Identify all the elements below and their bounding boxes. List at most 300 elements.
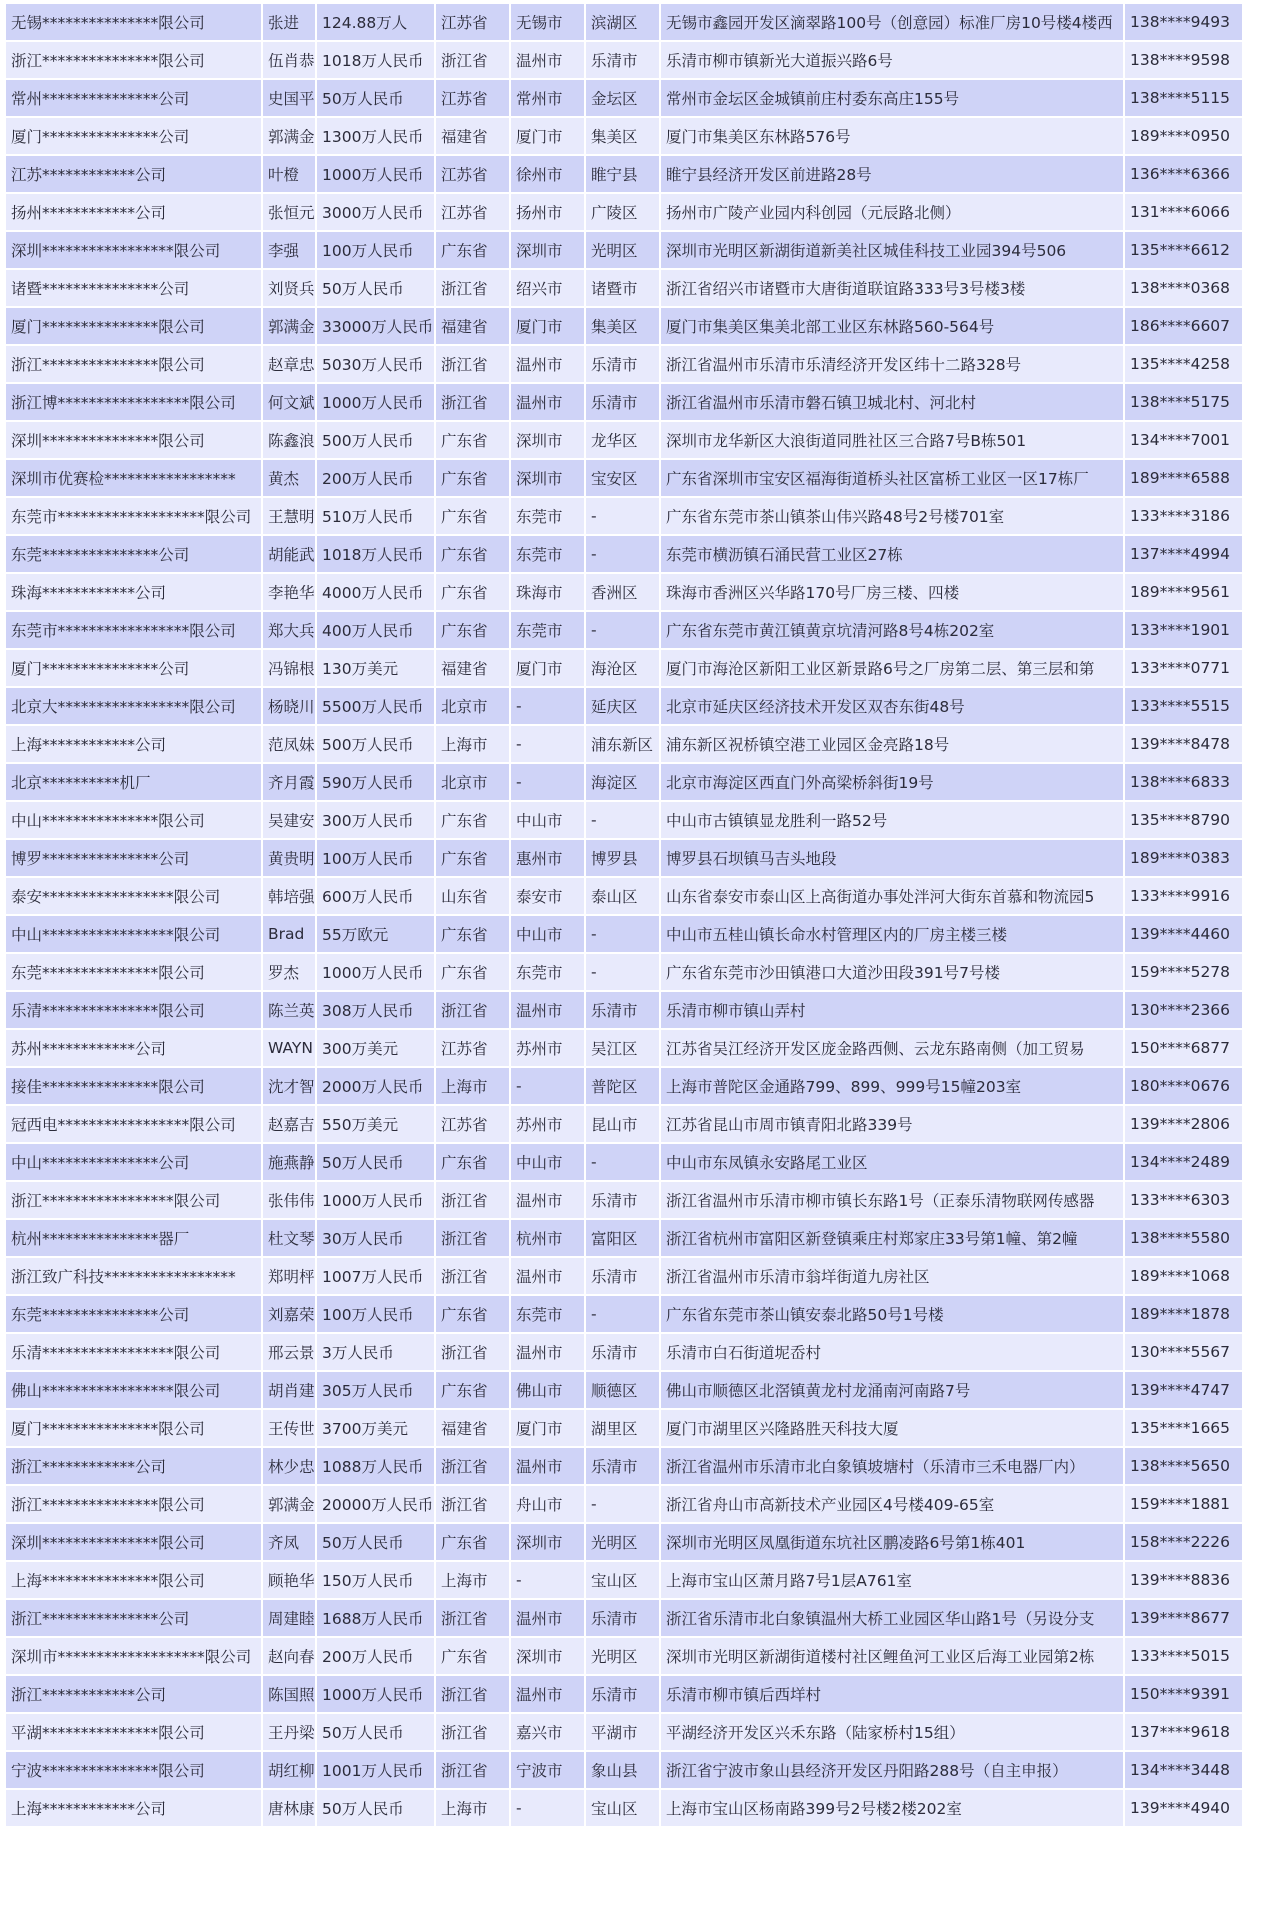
table-row [6, 536, 1242, 572]
address-cell: 乐清市柳市镇新光大道振兴路6号 [661, 42, 1123, 78]
company-name-cell: 上海***************限公司 [6, 1562, 261, 1598]
phone-cell: 138****9598 [1125, 42, 1242, 78]
legal-person-cell: 唐林康 [263, 1790, 315, 1826]
phone-cell: 134****2489 [1125, 1144, 1242, 1180]
district-cell: 光明区 [586, 1524, 659, 1560]
address-cell: 上海市宝山区萧月路7号1层A761室 [661, 1562, 1123, 1598]
registered-capital-cell: 4000万人民币 [317, 574, 434, 610]
company-name-cell: 浙江***************限公司 [6, 346, 261, 382]
district-cell: 浦东新区 [586, 726, 659, 762]
company-name-cell: 东莞***************限公司 [6, 954, 261, 990]
table-row [6, 992, 1242, 1028]
registered-capital-cell: 550万美元 [317, 1106, 434, 1142]
phone-cell: 135****1665 [1125, 1410, 1242, 1446]
province-cell: 山东省 [436, 878, 509, 914]
registered-capital-cell: 5500万人民币 [317, 688, 434, 724]
company-name-cell: 中山*****************限公司 [6, 916, 261, 952]
district-cell: 平湖市 [586, 1714, 659, 1750]
province-cell: 广东省 [436, 802, 509, 838]
address-cell: 浙江省杭州市富阳区新登镇乘庄村郑家庄33号第1幢、第2幢 [661, 1220, 1123, 1256]
city-cell: 温州市 [511, 384, 584, 420]
company-name-cell: 厦门***************公司 [6, 118, 261, 154]
phone-cell: 130****5567 [1125, 1334, 1242, 1370]
legal-person-cell: 周建睦 [263, 1600, 315, 1636]
district-cell: 乐清市 [586, 1448, 659, 1484]
province-cell: 浙江省 [436, 384, 509, 420]
registered-capital-cell: 1018万人民币 [317, 42, 434, 78]
company-name-cell: 东莞***************公司 [6, 536, 261, 572]
table-row [6, 1562, 1242, 1598]
table-row [6, 1638, 1242, 1674]
phone-cell: 137****9618 [1125, 1714, 1242, 1750]
company-name-cell: 宁波***************限公司 [6, 1752, 261, 1788]
province-cell: 浙江省 [436, 270, 509, 306]
registered-capital-cell: 600万人民币 [317, 878, 434, 914]
legal-person-cell: WAYN [263, 1030, 315, 1066]
table-row [6, 1790, 1242, 1826]
phone-cell: 138****6833 [1125, 764, 1242, 800]
province-cell: 福建省 [436, 650, 509, 686]
table-row [6, 1448, 1242, 1484]
registered-capital-cell: 5030万人民币 [317, 346, 434, 382]
city-cell: 温州市 [511, 1676, 584, 1712]
registered-capital-cell: 150万人民币 [317, 1562, 434, 1598]
registered-capital-cell: 200万人民币 [317, 1638, 434, 1674]
district-cell: 金坛区 [586, 80, 659, 116]
legal-person-cell: 赵章忠 [263, 346, 315, 382]
registered-capital-cell: 300万人民币 [317, 802, 434, 838]
legal-person-cell: 何文斌 [263, 384, 315, 420]
registered-capital-cell: 300万美元 [317, 1030, 434, 1066]
registered-capital-cell: 20000万人民币 [317, 1486, 434, 1522]
city-cell: 佛山市 [511, 1372, 584, 1408]
table-row [6, 764, 1242, 800]
phone-cell: 189****1068 [1125, 1258, 1242, 1294]
registered-capital-cell: 400万人民币 [317, 612, 434, 648]
district-cell: 象山县 [586, 1752, 659, 1788]
phone-cell: 158****2226 [1125, 1524, 1242, 1560]
district-cell: - [586, 1486, 659, 1522]
table-row [6, 726, 1242, 762]
city-cell: 厦门市 [511, 1410, 584, 1446]
address-cell: 乐清市白石街道坭岙村 [661, 1334, 1123, 1370]
city-cell: 温州市 [511, 1600, 584, 1636]
table-row [6, 1752, 1242, 1788]
legal-person-cell: 罗杰 [263, 954, 315, 990]
registered-capital-cell: 50万人民币 [317, 270, 434, 306]
company-name-cell: 东莞市*****************限公司 [6, 612, 261, 648]
province-cell: 上海市 [436, 1068, 509, 1104]
phone-cell: 189****0383 [1125, 840, 1242, 876]
table-row [6, 802, 1242, 838]
address-cell: 平湖经济开发区兴禾东路（陆家桥村15组） [661, 1714, 1123, 1750]
company-name-cell: 浙江*****************限公司 [6, 1182, 261, 1218]
city-cell: 深圳市 [511, 1638, 584, 1674]
phone-cell: 138****5175 [1125, 384, 1242, 420]
city-cell: 泰安市 [511, 878, 584, 914]
table-row [6, 1296, 1242, 1332]
address-cell: 常州市金坛区金城镇前庄村委东高庄155号 [661, 80, 1123, 116]
legal-person-cell: 史国平 [263, 80, 315, 116]
registered-capital-cell: 1688万人民币 [317, 1600, 434, 1636]
phone-cell: 139****4460 [1125, 916, 1242, 952]
district-cell: 延庆区 [586, 688, 659, 724]
province-cell: 北京市 [436, 688, 509, 724]
city-cell: 惠州市 [511, 840, 584, 876]
province-cell: 浙江省 [436, 1448, 509, 1484]
district-cell: 乐清市 [586, 1182, 659, 1218]
phone-cell: 138****5115 [1125, 80, 1242, 116]
city-cell: 温州市 [511, 1448, 584, 1484]
city-cell: 温州市 [511, 346, 584, 382]
company-name-cell: 浙江************公司 [6, 1448, 261, 1484]
province-cell: 广东省 [436, 422, 509, 458]
city-cell: 常州市 [511, 80, 584, 116]
table-row [6, 878, 1242, 914]
province-cell: 江苏省 [436, 4, 509, 40]
phone-cell: 131****6066 [1125, 194, 1242, 230]
address-cell: 厦门市集美区集美北部工业区东林路560-564号 [661, 308, 1123, 344]
legal-person-cell: 杨晓川 [263, 688, 315, 724]
province-cell: 广东省 [436, 232, 509, 268]
company-name-cell: 平湖***************限公司 [6, 1714, 261, 1750]
address-cell: 广东省东莞市茶山镇安泰北路50号1号楼 [661, 1296, 1123, 1332]
legal-person-cell: 李艳华 [263, 574, 315, 610]
company-name-cell: 深圳*****************限公司 [6, 232, 261, 268]
city-cell: 无锡市 [511, 4, 584, 40]
company-name-cell: 苏州************公司 [6, 1030, 261, 1066]
table-row [6, 194, 1242, 230]
phone-cell: 135****4258 [1125, 346, 1242, 382]
legal-person-cell: 王丹梁 [263, 1714, 315, 1750]
registered-capital-cell: 50万人民币 [317, 1790, 434, 1826]
district-cell: 宝山区 [586, 1562, 659, 1598]
table-row [6, 346, 1242, 382]
city-cell: 温州市 [511, 1182, 584, 1218]
city-cell: 厦门市 [511, 650, 584, 686]
legal-person-cell: 林少忠 [263, 1448, 315, 1484]
company-name-cell: 上海************公司 [6, 726, 261, 762]
company-name-cell: 接佳***************限公司 [6, 1068, 261, 1104]
phone-cell: 133****5015 [1125, 1638, 1242, 1674]
district-cell: 乐清市 [586, 1334, 659, 1370]
city-cell: 温州市 [511, 1334, 584, 1370]
province-cell: 广东省 [436, 574, 509, 610]
address-cell: 扬州市广陵产业园内科创园（元辰路北侧） [661, 194, 1123, 230]
city-cell: 东莞市 [511, 536, 584, 572]
city-cell: 温州市 [511, 42, 584, 78]
registered-capital-cell: 33000万人民币 [317, 308, 434, 344]
table-row [6, 4, 1242, 40]
legal-person-cell: 王慧明 [263, 498, 315, 534]
table-row [6, 916, 1242, 952]
address-cell: 厦门市集美区东林路576号 [661, 118, 1123, 154]
phone-cell: 189****0950 [1125, 118, 1242, 154]
table-row [6, 1372, 1242, 1408]
address-cell: 江苏省吴江经济开发区庞金路西侧、云龙东路南侧（加工贸易 [661, 1030, 1123, 1066]
address-cell: 浙江省乐清市北白象镇温州大桥工业园区华山路1号（另设分支 [661, 1600, 1123, 1636]
address-cell: 北京市海淀区西直门外高梁桥斜街19号 [661, 764, 1123, 800]
city-cell: 舟山市 [511, 1486, 584, 1522]
legal-person-cell: Brad [263, 916, 315, 952]
address-cell: 佛山市顺德区北滘镇黄龙村龙涌南河南路7号 [661, 1372, 1123, 1408]
legal-person-cell: 郭满金 [263, 308, 315, 344]
province-cell: 上海市 [436, 1790, 509, 1826]
company-name-cell: 佛山*****************限公司 [6, 1372, 261, 1408]
registered-capital-cell: 100万人民币 [317, 1296, 434, 1332]
province-cell: 浙江省 [436, 1676, 509, 1712]
registered-capital-cell: 305万人民币 [317, 1372, 434, 1408]
address-cell: 博罗县石坝镇马吉头地段 [661, 840, 1123, 876]
company-name-cell: 上海************公司 [6, 1790, 261, 1826]
registered-capital-cell: 50万人民币 [317, 80, 434, 116]
district-cell: 普陀区 [586, 1068, 659, 1104]
table-row [6, 1182, 1242, 1218]
phone-cell: 136****6366 [1125, 156, 1242, 192]
city-cell: 绍兴市 [511, 270, 584, 306]
address-cell: 珠海市香洲区兴华路170号厂房三楼、四楼 [661, 574, 1123, 610]
city-cell: - [511, 726, 584, 762]
district-cell: 乐清市 [586, 1600, 659, 1636]
address-cell: 东莞市横沥镇石涌民营工业区27栋 [661, 536, 1123, 572]
table-row [6, 1486, 1242, 1522]
city-cell: 厦门市 [511, 118, 584, 154]
district-cell: - [586, 536, 659, 572]
province-cell: 浙江省 [436, 992, 509, 1028]
district-cell: 龙华区 [586, 422, 659, 458]
phone-cell: 133****6303 [1125, 1182, 1242, 1218]
address-cell: 浙江省温州市乐清市磐石镇卫城北村、河北村 [661, 384, 1123, 420]
city-cell: 深圳市 [511, 1524, 584, 1560]
legal-person-cell: 郭满金 [263, 1486, 315, 1522]
legal-person-cell: 陈鑫浪 [263, 422, 315, 458]
legal-person-cell: 叶橙 [263, 156, 315, 192]
company-name-cell: 乐清***************限公司 [6, 992, 261, 1028]
legal-person-cell: 施燕静 [263, 1144, 315, 1180]
legal-person-cell: 齐月霞 [263, 764, 315, 800]
province-cell: 福建省 [436, 118, 509, 154]
phone-cell: 159****5278 [1125, 954, 1242, 990]
phone-cell: 133****0771 [1125, 650, 1242, 686]
city-cell: 苏州市 [511, 1030, 584, 1066]
legal-person-cell: 吴建安 [263, 802, 315, 838]
phone-cell: 133****1901 [1125, 612, 1242, 648]
legal-person-cell: 张进 [263, 4, 315, 40]
city-cell: 东莞市 [511, 612, 584, 648]
phone-cell: 189****1878 [1125, 1296, 1242, 1332]
table-row [6, 1334, 1242, 1370]
phone-cell: 138****5650 [1125, 1448, 1242, 1484]
phone-cell: 139****8677 [1125, 1600, 1242, 1636]
legal-person-cell: 张恒元 [263, 194, 315, 230]
registered-capital-cell: 590万人民币 [317, 764, 434, 800]
phone-cell: 139****8836 [1125, 1562, 1242, 1598]
legal-person-cell: 郑大兵 [263, 612, 315, 648]
table-row [6, 1524, 1242, 1560]
table-row [6, 1714, 1242, 1750]
registered-capital-cell: 3000万人民币 [317, 194, 434, 230]
table-body [6, 4, 1242, 1826]
address-cell: 浙江省温州市乐清市柳市镇长东路1号（正泰乐清物联网传感器 [661, 1182, 1123, 1218]
city-cell: - [511, 764, 584, 800]
legal-person-cell: 黄杰 [263, 460, 315, 496]
city-cell: 宁波市 [511, 1752, 584, 1788]
province-cell: 广东省 [436, 536, 509, 572]
address-cell: 无锡市鑫园开发区滴翠路100号（创意园）标准厂房10号楼4楼西 [661, 4, 1123, 40]
legal-person-cell: 赵向春 [263, 1638, 315, 1674]
district-cell: 光明区 [586, 1638, 659, 1674]
company-name-cell: 中山***************限公司 [6, 802, 261, 838]
company-name-cell: 冠西电*****************限公司 [6, 1106, 261, 1142]
company-name-cell: 深圳***************限公司 [6, 422, 261, 458]
province-cell: 浙江省 [436, 1334, 509, 1370]
city-cell: 中山市 [511, 802, 584, 838]
legal-person-cell: 刘贤兵 [263, 270, 315, 306]
province-cell: 浙江省 [436, 346, 509, 382]
province-cell: 福建省 [436, 308, 509, 344]
district-cell: 滨湖区 [586, 4, 659, 40]
table-row [6, 1106, 1242, 1142]
table-row [6, 1030, 1242, 1066]
city-cell: 深圳市 [511, 232, 584, 268]
province-cell: 浙江省 [436, 1258, 509, 1294]
city-cell: - [511, 1068, 584, 1104]
district-cell: 广陵区 [586, 194, 659, 230]
legal-person-cell: 范凤妹 [263, 726, 315, 762]
city-cell: - [511, 1790, 584, 1826]
registered-capital-cell: 1018万人民币 [317, 536, 434, 572]
company-name-cell: 浙江致广科技***************** [6, 1258, 261, 1294]
legal-person-cell: 郑明枰 [263, 1258, 315, 1294]
company-name-cell: 浙江***************公司 [6, 1600, 261, 1636]
district-cell: 香洲区 [586, 574, 659, 610]
phone-cell: 139****8478 [1125, 726, 1242, 762]
address-cell: 广东省东莞市茶山镇茶山伟兴路48号2号楼701室 [661, 498, 1123, 534]
district-cell: 乐清市 [586, 1258, 659, 1294]
province-cell: 北京市 [436, 764, 509, 800]
city-cell: 中山市 [511, 1144, 584, 1180]
address-cell: 广东省东莞市沙田镇港口大道沙田段391号7号楼 [661, 954, 1123, 990]
legal-person-cell: 刘嘉荣 [263, 1296, 315, 1332]
district-cell: - [586, 612, 659, 648]
company-name-cell: 常州***************公司 [6, 80, 261, 116]
registered-capital-cell: 3万人民币 [317, 1334, 434, 1370]
province-cell: 浙江省 [436, 42, 509, 78]
table-row [6, 498, 1242, 534]
phone-cell: 189****6588 [1125, 460, 1242, 496]
table-row [6, 460, 1242, 496]
company-name-cell: 浙江***************限公司 [6, 42, 261, 78]
city-cell: 深圳市 [511, 460, 584, 496]
phone-cell: 180****0676 [1125, 1068, 1242, 1104]
registered-capital-cell: 1001万人民币 [317, 1752, 434, 1788]
legal-person-cell: 张伟伟 [263, 1182, 315, 1218]
address-cell: 深圳市光明区凤凰街道东坑社区鹏凌路6号第1栋401 [661, 1524, 1123, 1560]
province-cell: 广东省 [436, 1296, 509, 1332]
city-cell: - [511, 688, 584, 724]
district-cell: - [586, 498, 659, 534]
legal-person-cell: 胡能武 [263, 536, 315, 572]
district-cell: 富阳区 [586, 1220, 659, 1256]
registered-capital-cell: 50万人民币 [317, 1714, 434, 1750]
phone-cell: 139****2806 [1125, 1106, 1242, 1142]
legal-person-cell: 陈兰英 [263, 992, 315, 1028]
legal-person-cell: 胡肖建 [263, 1372, 315, 1408]
registered-capital-cell: 30万人民币 [317, 1220, 434, 1256]
registered-capital-cell: 2000万人民币 [317, 1068, 434, 1104]
city-cell: 深圳市 [511, 422, 584, 458]
registered-capital-cell: 1000万人民币 [317, 1182, 434, 1218]
address-cell: 乐清市柳市镇后西垟村 [661, 1676, 1123, 1712]
province-cell: 浙江省 [436, 1486, 509, 1522]
registered-capital-cell: 1000万人民币 [317, 954, 434, 990]
table-row [6, 650, 1242, 686]
district-cell: 乐清市 [586, 992, 659, 1028]
phone-cell: 138****0368 [1125, 270, 1242, 306]
company-name-cell: 杭州***************器厂 [6, 1220, 261, 1256]
table-row [6, 1676, 1242, 1712]
table-row [6, 1410, 1242, 1446]
district-cell: 宝山区 [586, 1790, 659, 1826]
legal-person-cell: 冯锦根 [263, 650, 315, 686]
registered-capital-cell: 1300万人民币 [317, 118, 434, 154]
district-cell: - [586, 954, 659, 990]
legal-person-cell: 赵嘉吉 [263, 1106, 315, 1142]
city-cell: 扬州市 [511, 194, 584, 230]
company-name-cell: 厦门***************限公司 [6, 308, 261, 344]
province-cell: 广东省 [436, 1638, 509, 1674]
phone-cell: 133****9916 [1125, 878, 1242, 914]
province-cell: 上海市 [436, 1562, 509, 1598]
phone-cell: 133****5515 [1125, 688, 1242, 724]
address-cell: 深圳市光明区新湖街道新美社区城佳科技工业园394号506 [661, 232, 1123, 268]
district-cell: - [586, 1296, 659, 1332]
company-name-cell: 浙江***************限公司 [6, 1486, 261, 1522]
registered-capital-cell: 100万人民币 [317, 232, 434, 268]
table-row [6, 308, 1242, 344]
district-cell: 宝安区 [586, 460, 659, 496]
registered-capital-cell: 130万美元 [317, 650, 434, 686]
province-cell: 广东省 [436, 1372, 509, 1408]
city-cell: 温州市 [511, 992, 584, 1028]
province-cell: 广东省 [436, 612, 509, 648]
registered-capital-cell: 500万人民币 [317, 422, 434, 458]
table-row [6, 384, 1242, 420]
phone-cell: 134****7001 [1125, 422, 1242, 458]
address-cell: 厦门市湖里区兴隆路胜天科技大厦 [661, 1410, 1123, 1446]
address-cell: 北京市延庆区经济技术开发区双杏东街48号 [661, 688, 1123, 724]
province-cell: 江苏省 [436, 1106, 509, 1142]
district-cell: 诸暨市 [586, 270, 659, 306]
company-name-cell: 浙江************公司 [6, 1676, 261, 1712]
company-table [4, 2, 1244, 1828]
phone-cell: 133****3186 [1125, 498, 1242, 534]
address-cell: 中山市古镇镇显龙胜利一路52号 [661, 802, 1123, 838]
legal-person-cell: 邢云景 [263, 1334, 315, 1370]
phone-cell: 137****4994 [1125, 536, 1242, 572]
table-row [6, 840, 1242, 876]
phone-cell: 134****3448 [1125, 1752, 1242, 1788]
address-cell: 山东省泰安市泰山区上高街道办事处泮河大街东首慕和物流园5 [661, 878, 1123, 914]
legal-person-cell: 郭满金 [263, 118, 315, 154]
district-cell: 乐清市 [586, 346, 659, 382]
legal-person-cell: 王传世 [263, 1410, 315, 1446]
registered-capital-cell: 55万欧元 [317, 916, 434, 952]
address-cell: 上海市宝山区杨南路399号2号楼2楼202室 [661, 1790, 1123, 1826]
district-cell: - [586, 1144, 659, 1180]
address-cell: 广东省东莞市黄江镇黄京坑清河路8号4栋202室 [661, 612, 1123, 648]
address-cell: 江苏省昆山市周市镇青阳北路339号 [661, 1106, 1123, 1142]
